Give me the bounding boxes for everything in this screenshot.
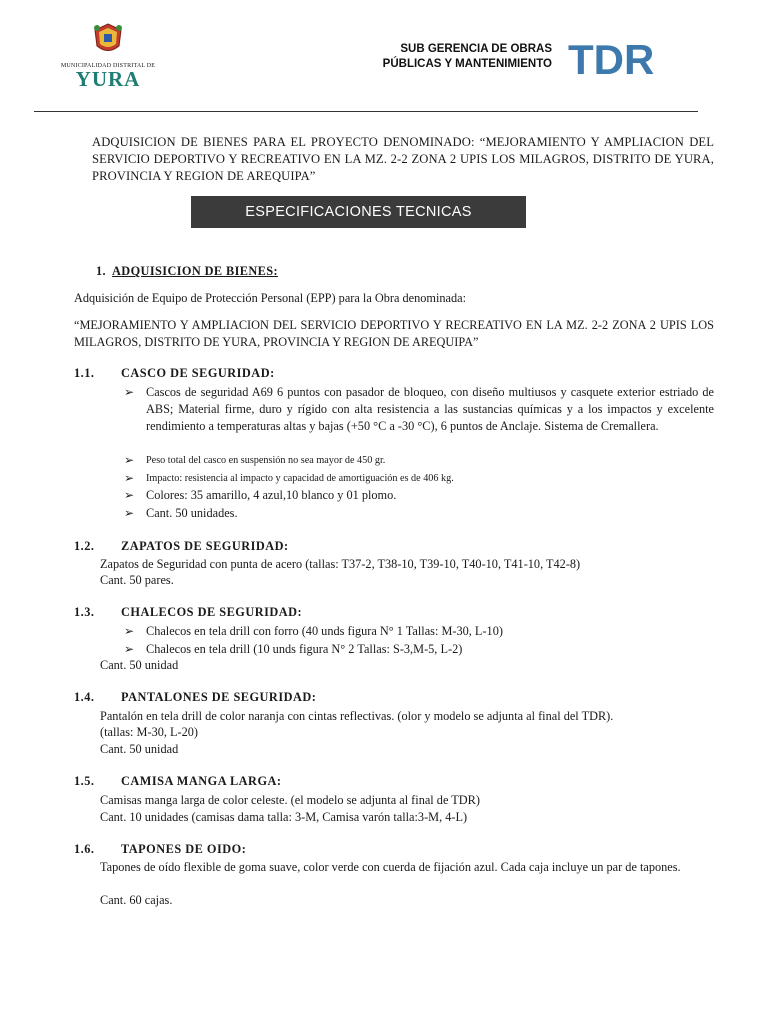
arrow-bullet-icon: ➢ [124,506,135,520]
item-quantity: Cant. 10 unidades (camisas dama talla: 3-M, Camisa varón talla:3-M, 4-L) [100,810,468,824]
item-title: CAMISA MANGA LARGA: [121,774,282,788]
item-quantity: Cant. 60 cajas. [100,893,173,907]
list-item [124,384,714,435]
department-header [330,42,552,72]
list-item [124,623,714,640]
item-title: ZAPATOS DE SEGURIDAD: [121,539,289,553]
list-item [124,641,714,658]
item-quantity: Cant. 50 unidad [100,658,179,672]
intro-paragraph: ADQUISICION DE BIENES PARA EL PROYECTO DENOMINADO: “MEJORAMIENTO Y AMPLIACION DEL SERVICIO DEPORTIVO Y RECREATIVO EN LA MZ. 2-2 ZONA 2 UPIS LOS MILAGROS, DISTRITO DE YURA, PROVINCIA Y REGION DE AREQUIPA” [92,135,714,183]
header-divider [34,111,698,112]
item-1-2-heading [74,539,289,554]
item-number: 1.6. [74,842,95,856]
section-1-heading [96,264,278,279]
item-1-4-heading [74,690,316,705]
section-1-number: 1. [96,264,107,278]
item-1-5-heading [74,774,281,789]
bullet-text: Peso total del casco en suspensión no sea mayor de 450 gr. [146,455,386,466]
coat-of-arms-icon [91,22,125,56]
tdr-logo-icon [568,36,655,83]
project-name-paragraph: “MEJORAMIENTO Y AMPLIACION DEL SERVICIO DEPORTIVO Y RECREATIVO EN LA MZ. 2-2 ZONA 2 UPIS LOS MILAGROS, DISTRITO DE YURA, PROVINCIA Y REGION DE AREQUIPA” [74,318,714,349]
item-title: CHALECOS DE SEGURIDAD: [121,605,303,619]
item-title: CASCO DE SEGURIDAD: [121,366,275,380]
list-item [124,505,714,522]
section-1-title: ADQUISICION DE BIENES: [112,264,278,278]
arrow-bullet-icon: ➢ [124,385,135,399]
tdr-logo-text: TDR [568,36,655,83]
item-1-1-heading [74,366,275,381]
item-1-6-heading [74,842,246,857]
municipality-logo [58,22,158,92]
department-line-1: SUB GERENCIA DE OBRAS [400,43,552,55]
item-text: Zapatos de Seguridad con punta de acero (tallas: T37-2, T38-10, T39-10, T40-10, T41-10, T42-8) [100,557,581,571]
item-title: PANTALONES DE SEGURIDAD: [121,690,317,704]
item-text: Camisas manga larga de color celeste. (el modelo se adjunta al final de TDR) [100,793,480,807]
section-banner: ESPECIFICACIONES TECNICAS [191,196,526,228]
bullet-text: Impacto: resistencia al impacto y capacidad de amortiguación es de 406 kg. [146,473,454,484]
arrow-bullet-icon: ➢ [124,642,135,656]
section-1-paragraph: Adquisición de Equipo de Protección Personal (EPP) para la Obra denominada: [74,291,467,305]
list-item [124,487,714,504]
arrow-bullet-icon: ➢ [124,488,135,502]
item-quantity: Cant. 50 pares. [100,573,174,587]
item-number: 1.1. [74,366,95,380]
item-number: 1.4. [74,690,95,704]
item-1-3-heading [74,605,302,620]
arrow-bullet-icon: ➢ [124,624,135,638]
logo-subtitle: MUNICIPALIDAD DISTRITAL DE [60,63,156,69]
bullet-text: Cascos de seguridad A69 6 puntos con pasador de bloqueo, con diseño multiusos y casquete exterior estriado de ABS; Material firme, duro y rígido con alta resistencia a las sustancias químicas y a los impactos y excelente rendimiento a temperaturas altas y bajas (+50 °C a -30 °C), 6 puntos de Anclaje. Sistema de Cremallera. [146,385,714,433]
department-line-2: PÚBLICAS Y MANTENIMIENTO [382,58,552,70]
item-number: 1.2. [74,539,95,553]
bullet-text: Chalecos en tela drill (10 unds figura N° 2 Tallas: S-3,M-5, L-2) [146,642,463,656]
item-number: 1.5. [74,774,95,788]
list-item [124,470,714,487]
logo-name: YURA [75,67,141,91]
arrow-bullet-icon: ➢ [124,471,135,485]
list-item [124,452,714,469]
bullet-text: Colores: 35 amarillo, 4 azul,10 blanco y 01 plomo. [146,488,397,502]
item-number: 1.3. [74,605,95,619]
arrow-bullet-icon: ➢ [124,453,135,467]
item-text: Tapones de oído flexible de goma suave, color verde con cuerda de fijación azul. Cada caja incluye un par de tapones. [100,860,681,874]
bullet-text: Chalecos en tela drill con forro (40 unds figura N° 1 Tallas: M-30, L-10) [146,624,503,638]
bullet-text: Cant. 50 unidades. [146,506,238,520]
item-text: Pantalón en tela drill de color naranja con cintas reflectivas. (olor y modelo se adjunta al final del TDR). [100,709,614,723]
item-quantity: Cant. 50 unidad [100,742,179,756]
item-title: TAPONES DE OIDO: [121,842,247,856]
item-text: (tallas: M-30, L-20) [100,725,199,739]
